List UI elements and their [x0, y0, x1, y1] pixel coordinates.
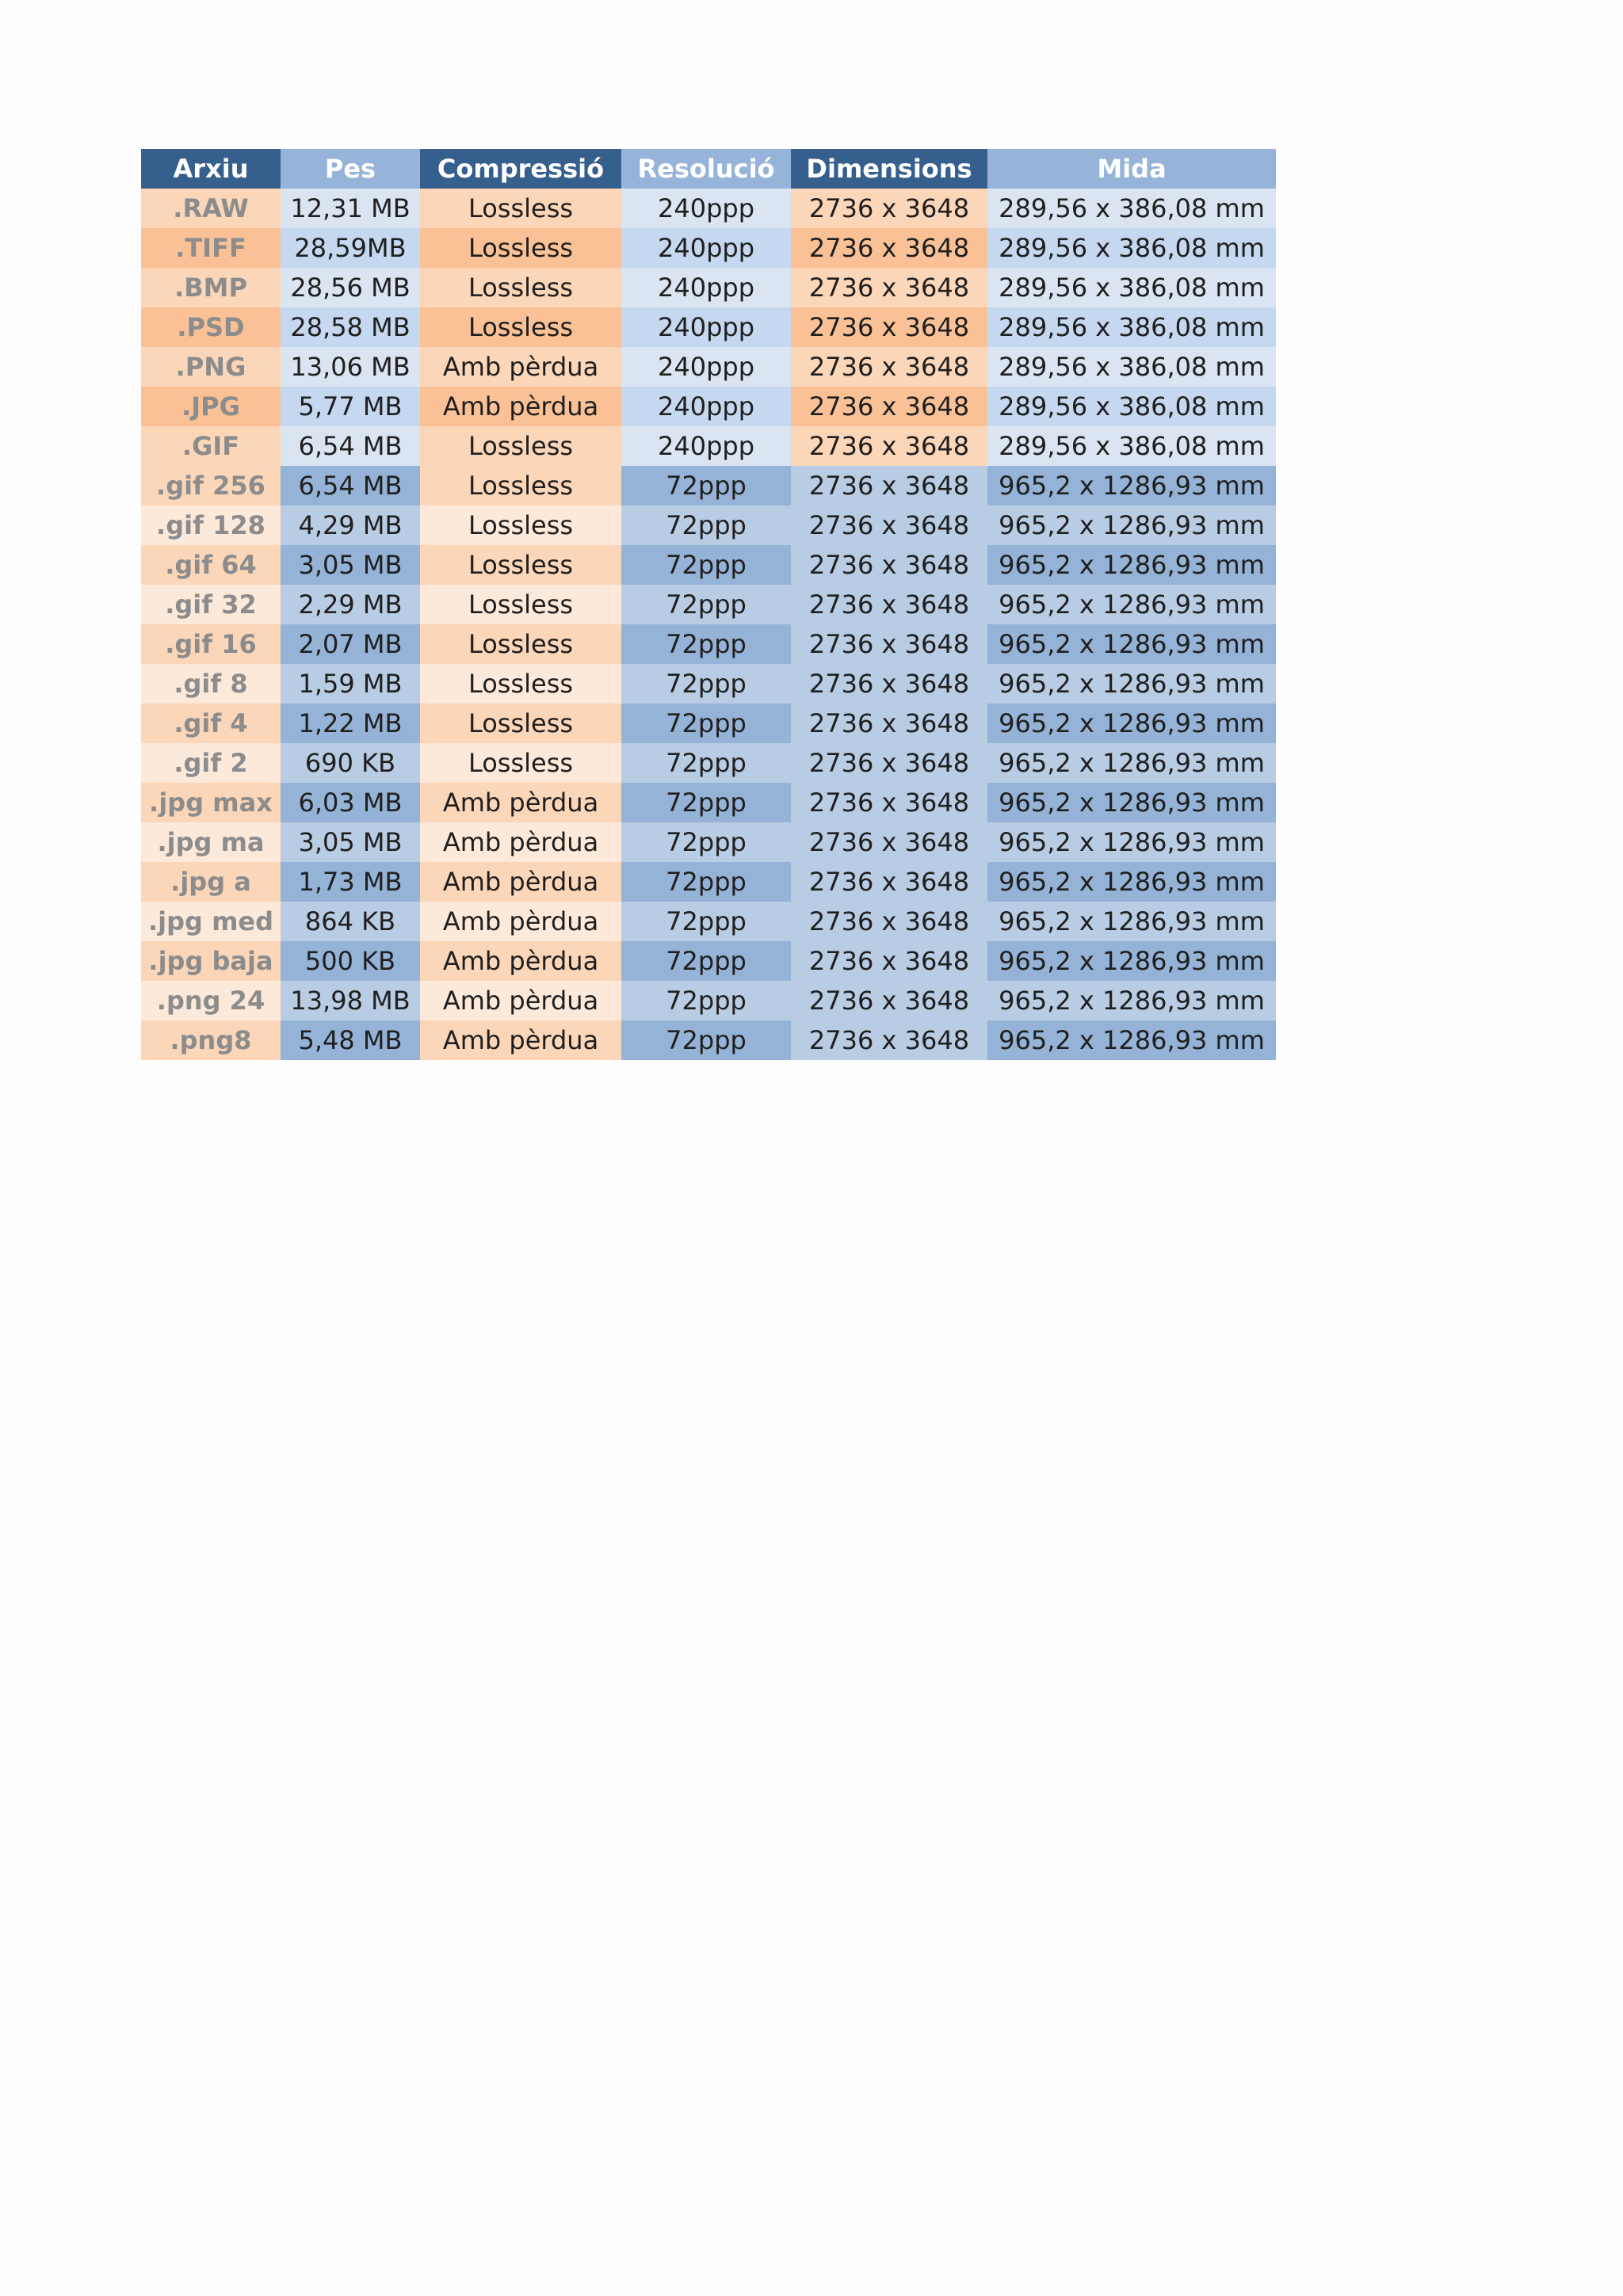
- cell-mida: 965,2 x 1286,93 mm: [987, 585, 1276, 624]
- cell-mida: 289,56 x 386,08 mm: [987, 387, 1276, 426]
- cell-dimensions: 2736 x 3648: [791, 743, 987, 783]
- cell-dimensions: 2736 x 3648: [791, 466, 987, 505]
- cell-pes: 6,54 MB: [281, 466, 420, 505]
- cell-pes: 1,59 MB: [281, 664, 420, 704]
- table-row: [141, 664, 1276, 704]
- cell-resolucio: 240ppp: [621, 347, 791, 387]
- cell-compressio: Lossless: [420, 704, 621, 743]
- table-body: [141, 189, 1276, 1060]
- cell-mida: 965,2 x 1286,93 mm: [987, 624, 1276, 664]
- header-arxiu: Arxiu: [141, 149, 281, 189]
- cell-pes: 5,77 MB: [281, 387, 420, 426]
- cell-mida: 965,2 x 1286,93 mm: [987, 664, 1276, 704]
- cell-resolucio: 72ppp: [621, 862, 791, 902]
- cell-mida: 965,2 x 1286,93 mm: [987, 862, 1276, 902]
- header-resolucio: Resolució: [621, 149, 791, 189]
- cell-compressio: Amb pèrdua: [420, 783, 621, 822]
- table-row: [141, 426, 1276, 466]
- table-row: [141, 1020, 1276, 1060]
- cell-dimensions: 2736 x 3648: [791, 426, 987, 466]
- cell-compressio: Amb pèrdua: [420, 387, 621, 426]
- cell-pes: 3,05 MB: [281, 822, 420, 862]
- table-row: [141, 704, 1276, 743]
- cell-arxiu: .gif 4: [141, 704, 281, 743]
- cell-compressio: Lossless: [420, 426, 621, 466]
- cell-resolucio: 240ppp: [621, 426, 791, 466]
- cell-resolucio: 72ppp: [621, 902, 791, 941]
- cell-pes: 6,03 MB: [281, 783, 420, 822]
- cell-resolucio: 72ppp: [621, 585, 791, 624]
- cell-resolucio: 240ppp: [621, 268, 791, 307]
- file-format-table: [141, 149, 1276, 1060]
- cell-arxiu: .gif 32: [141, 585, 281, 624]
- cell-mida: 289,56 x 386,08 mm: [987, 347, 1276, 387]
- cell-compressio: Amb pèrdua: [420, 862, 621, 902]
- cell-pes: 28,56 MB: [281, 268, 420, 307]
- cell-mida: 289,56 x 386,08 mm: [987, 228, 1276, 268]
- cell-dimensions: 2736 x 3648: [791, 347, 987, 387]
- cell-mida: 965,2 x 1286,93 mm: [987, 704, 1276, 743]
- cell-compressio: Lossless: [420, 545, 621, 585]
- cell-dimensions: 2736 x 3648: [791, 307, 987, 347]
- cell-compressio: Lossless: [420, 743, 621, 783]
- table-row: [141, 941, 1276, 981]
- cell-dimensions: 2736 x 3648: [791, 268, 987, 307]
- cell-dimensions: 2736 x 3648: [791, 1020, 987, 1060]
- cell-compressio: Lossless: [420, 228, 621, 268]
- header-mida: Mida: [987, 149, 1276, 189]
- cell-dimensions: 2736 x 3648: [791, 585, 987, 624]
- table-row: [141, 545, 1276, 585]
- cell-compressio: Amb pèrdua: [420, 347, 621, 387]
- table-row: [141, 822, 1276, 862]
- cell-dimensions: 2736 x 3648: [791, 902, 987, 941]
- cell-resolucio: 72ppp: [621, 664, 791, 704]
- cell-arxiu: .png 24: [141, 981, 281, 1020]
- table-row: [141, 466, 1276, 505]
- cell-dimensions: 2736 x 3648: [791, 189, 987, 228]
- cell-mida: 965,2 x 1286,93 mm: [987, 981, 1276, 1020]
- cell-resolucio: 72ppp: [621, 822, 791, 862]
- cell-dimensions: 2736 x 3648: [791, 387, 987, 426]
- cell-pes: 1,73 MB: [281, 862, 420, 902]
- cell-dimensions: 2736 x 3648: [791, 545, 987, 585]
- table-row: [141, 862, 1276, 902]
- cell-pes: 864 KB: [281, 902, 420, 941]
- cell-mida: 965,2 x 1286,93 mm: [987, 505, 1276, 545]
- cell-arxiu: .JPG: [141, 387, 281, 426]
- cell-dimensions: 2736 x 3648: [791, 862, 987, 902]
- cell-compressio: Lossless: [420, 466, 621, 505]
- table-row: [141, 387, 1276, 426]
- cell-pes: 1,22 MB: [281, 704, 420, 743]
- cell-mida: 965,2 x 1286,93 mm: [987, 466, 1276, 505]
- cell-arxiu: .gif 256: [141, 466, 281, 505]
- cell-pes: 5,48 MB: [281, 1020, 420, 1060]
- cell-arxiu: .gif 2: [141, 743, 281, 783]
- cell-resolucio: 72ppp: [621, 743, 791, 783]
- table-row: [141, 189, 1276, 228]
- cell-pes: 12,31 MB: [281, 189, 420, 228]
- cell-arxiu: .gif 16: [141, 624, 281, 664]
- cell-compressio: Amb pèrdua: [420, 981, 621, 1020]
- spreadsheet-page: [141, 149, 1276, 1060]
- cell-pes: 2,29 MB: [281, 585, 420, 624]
- table-row: [141, 228, 1276, 268]
- cell-compressio: Lossless: [420, 585, 621, 624]
- cell-mida: 289,56 x 386,08 mm: [987, 189, 1276, 228]
- cell-dimensions: 2736 x 3648: [791, 505, 987, 545]
- cell-dimensions: 2736 x 3648: [791, 981, 987, 1020]
- header-pes: Pes: [281, 149, 420, 189]
- cell-compressio: Amb pèrdua: [420, 1020, 621, 1060]
- cell-dimensions: 2736 x 3648: [791, 664, 987, 704]
- cell-pes: 690 KB: [281, 743, 420, 783]
- cell-pes: 3,05 MB: [281, 545, 420, 585]
- cell-arxiu: .GIF: [141, 426, 281, 466]
- cell-arxiu: .jpg baja: [141, 941, 281, 981]
- cell-dimensions: 2736 x 3648: [791, 704, 987, 743]
- cell-resolucio: 72ppp: [621, 1020, 791, 1060]
- cell-compressio: Amb pèrdua: [420, 902, 621, 941]
- table-row: [141, 981, 1276, 1020]
- cell-mida: 965,2 x 1286,93 mm: [987, 1020, 1276, 1060]
- cell-resolucio: 240ppp: [621, 228, 791, 268]
- cell-resolucio: 240ppp: [621, 189, 791, 228]
- cell-pes: 500 KB: [281, 941, 420, 981]
- cell-resolucio: 72ppp: [621, 466, 791, 505]
- table-row: [141, 902, 1276, 941]
- cell-dimensions: 2736 x 3648: [791, 624, 987, 664]
- cell-arxiu: .jpg med: [141, 902, 281, 941]
- cell-resolucio: 240ppp: [621, 387, 791, 426]
- cell-resolucio: 72ppp: [621, 941, 791, 981]
- cell-mida: 965,2 x 1286,93 mm: [987, 941, 1276, 981]
- table-row: [141, 505, 1276, 545]
- cell-pes: 13,98 MB: [281, 981, 420, 1020]
- cell-dimensions: 2736 x 3648: [791, 228, 987, 268]
- cell-resolucio: 72ppp: [621, 545, 791, 585]
- cell-dimensions: 2736 x 3648: [791, 822, 987, 862]
- cell-pes: 28,58 MB: [281, 307, 420, 347]
- cell-arxiu: .TIFF: [141, 228, 281, 268]
- cell-compressio: Lossless: [420, 268, 621, 307]
- cell-pes: 2,07 MB: [281, 624, 420, 664]
- cell-compressio: Lossless: [420, 189, 621, 228]
- cell-mida: 965,2 x 1286,93 mm: [987, 822, 1276, 862]
- cell-arxiu: .jpg ma: [141, 822, 281, 862]
- cell-arxiu: .PSD: [141, 307, 281, 347]
- cell-resolucio: 72ppp: [621, 624, 791, 664]
- table-row: [141, 347, 1276, 387]
- cell-compressio: Lossless: [420, 624, 621, 664]
- cell-pes: 13,06 MB: [281, 347, 420, 387]
- cell-arxiu: .gif 128: [141, 505, 281, 545]
- cell-mida: 289,56 x 386,08 mm: [987, 307, 1276, 347]
- cell-compressio: Amb pèrdua: [420, 941, 621, 981]
- cell-arxiu: .jpg a: [141, 862, 281, 902]
- cell-mida: 965,2 x 1286,93 mm: [987, 902, 1276, 941]
- cell-arxiu: .jpg max: [141, 783, 281, 822]
- cell-mida: 289,56 x 386,08 mm: [987, 426, 1276, 466]
- cell-arxiu: .gif 64: [141, 545, 281, 585]
- table-row: [141, 783, 1276, 822]
- header-compressio: Compressió: [420, 149, 621, 189]
- cell-mida: 965,2 x 1286,93 mm: [987, 743, 1276, 783]
- cell-compressio: Lossless: [420, 664, 621, 704]
- header-row: [141, 149, 1276, 189]
- cell-dimensions: 2736 x 3648: [791, 783, 987, 822]
- cell-resolucio: 240ppp: [621, 307, 791, 347]
- cell-resolucio: 72ppp: [621, 505, 791, 545]
- cell-compressio: Amb pèrdua: [420, 822, 621, 862]
- header-dimensions: Dimensions: [791, 149, 987, 189]
- cell-arxiu: .BMP: [141, 268, 281, 307]
- cell-resolucio: 72ppp: [621, 981, 791, 1020]
- cell-pes: 28,59MB: [281, 228, 420, 268]
- cell-dimensions: 2736 x 3648: [791, 941, 987, 981]
- cell-arxiu: .RAW: [141, 189, 281, 228]
- cell-compressio: Lossless: [420, 505, 621, 545]
- table-row: [141, 743, 1276, 783]
- cell-mida: 965,2 x 1286,93 mm: [987, 545, 1276, 585]
- cell-mida: 965,2 x 1286,93 mm: [987, 783, 1276, 822]
- table-row: [141, 268, 1276, 307]
- table-row: [141, 585, 1276, 624]
- cell-arxiu: .png8: [141, 1020, 281, 1060]
- cell-pes: 6,54 MB: [281, 426, 420, 466]
- cell-arxiu: .PNG: [141, 347, 281, 387]
- cell-arxiu: .gif 8: [141, 664, 281, 704]
- cell-mida: 289,56 x 386,08 mm: [987, 268, 1276, 307]
- cell-pes: 4,29 MB: [281, 505, 420, 545]
- cell-compressio: Lossless: [420, 307, 621, 347]
- cell-resolucio: 72ppp: [621, 704, 791, 743]
- table-row: [141, 307, 1276, 347]
- table-row: [141, 624, 1276, 664]
- cell-resolucio: 72ppp: [621, 783, 791, 822]
